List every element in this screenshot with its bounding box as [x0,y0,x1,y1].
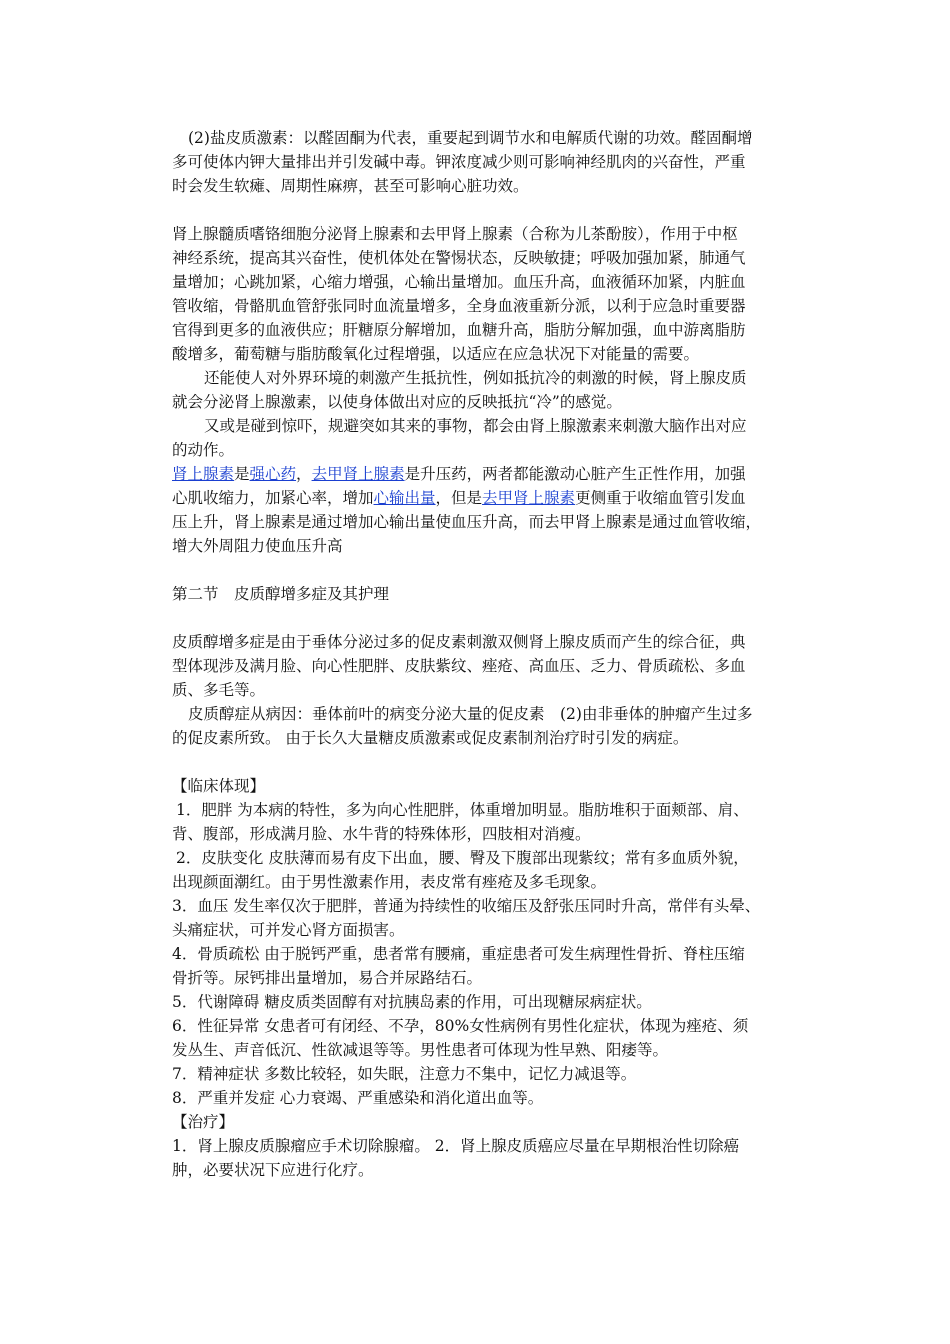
text-line [172,486,812,510]
text-line: 压上升，肾上腺素是通过增加心输出量使血压升高，而去甲肾上腺素是通过血管收缩， [172,513,762,531]
text-line: 质、多毛等。 [172,681,266,699]
list-item: 1．肥胖 为本病的特性，多为向心性肥胖，体重增加明显。脂肪堆积于面颊部、肩、 [176,801,749,819]
list-item: 8．严重并发症 心力衰竭、严重感染和消化道出血等。 [172,1089,544,1107]
text-line: 的动作。 [172,441,235,459]
text-line: 管收缩，骨骼肌血管舒张同时血流量增多，全身血液重新分派，以利于应急时重要器 [172,297,746,315]
paragraph-mineralocorticoid [172,126,812,198]
text-line: 时会发生软瘫、周期性麻痹，甚至可影响心脏功效。 [172,177,529,195]
text-span: ，但是 [435,489,483,507]
text-line: 肾上腺髓质嗜铬细胞分泌肾上腺素和去甲肾上腺素（合称为儿茶酚胺），作用于中枢 [172,225,738,243]
text-line: 官得到更多的血液供应；肝糖原分解增加，血糖升高，脂肪分解加强，血中游离脂肪 [172,321,746,339]
text-line: 神经系统，提高其兴奋性，使机体处在警惕状态，反映敏捷；呼吸加强加紧，肺通气 [172,249,746,267]
clinical-list [172,798,812,1110]
list-item: 1．肾上腺皮质腺瘤应手术切除腺瘤。 2．肾上腺皮质癌应尽量在早期根治性切除癌 [172,1137,740,1155]
link-adrenaline[interactable]: 肾上腺素 [172,465,235,483]
list-item: 出现颜面潮红。由于男性激素作用，表皮常有痤疮及多毛现象。 [172,873,607,891]
list-item: 肿，必要状况下应进行化疗。 [172,1161,374,1179]
text-line: 量增加；心跳加紧，心缩力增强，心输出量增加。血压升高，血液循环加紧，内脏血 [172,273,746,291]
text-span: ， [296,465,312,483]
text-line: 还能使人对外界环境的刺激产生抵抗性，例如抵抗冷的刺激的时候，肾上腺皮质 [204,369,747,387]
paragraph-drug-comparison [172,462,812,558]
text-line: 皮质醇症从病因：垂体前叶的病变分泌大量的促皮素 (2)由非垂体的肿瘤产生过多 [188,705,753,723]
list-item: 6．性征异常 女患者可有闭经、不孕，80%女性病例有男性化症状，体现为痤疮、须 [172,1017,749,1035]
text-line [172,462,812,486]
text-span: 是升压药，两者都能激动心脏产生正性作用，加强 [404,465,746,483]
paragraph-cold-resistance [172,366,812,414]
text-line: 的促皮素所致。 由于长久大量糖皮质激素或促皮素制剂治疗时引发的病症。 [172,729,689,747]
paragraph-startle [172,414,812,462]
text-line: 多可使体内钾大量排出并引发碱中毒。钾浓度减少则可影响神经肌肉的兴奋性，严重 [172,153,746,171]
list-item: 背、腹部，形成满月脸、水牛背的特殊体形，四肢相对消瘦。 [172,825,591,843]
text-line: 又或是碰到惊吓，规避突如其来的事物，都会由肾上腺激素来刺激大脑作出对应 [204,417,747,435]
text-line: 皮质醇增多症是由于垂体分泌过多的促皮素刺激双侧肾上腺皮质而产生的综合征，典 [172,633,746,651]
list-item: 5．代谢障碍 糖皮质类固醇有对抗胰岛素的作用，可出现糖尿病症状。 [172,993,652,1011]
list-item: 发丛生、声音低沉、性欲减退等等。男性患者可体现为性早熟、阳痿等。 [172,1041,669,1059]
clinical-heading: 【临床体现】 [172,777,266,795]
text-line: 增大外周阻力使血压升高 [172,537,343,555]
list-item: 4．骨质疏松 由于脱钙严重，患者常有腰痛，重症患者可发生病理性骨折、脊柱压缩 [172,945,745,963]
document-page [172,126,812,1182]
treatment-heading: 【治疗】 [172,1113,235,1131]
link-noradrenaline-2[interactable]: 去甲肾上腺素 [482,489,576,507]
list-item: 3．血压 发生率仅次于肥胖，普通为持续性的收缩压及舒张压同时升高，常伴有头晕、 [172,897,761,915]
paragraph-adrenal-medulla [172,222,812,366]
list-item: 2．皮肤变化 皮肤薄而易有皮下出血，腰、臀及下腹部出现紫纹；常有多血质外貌， [176,849,749,867]
link-cardiac-output[interactable]: 心输出量 [373,489,436,507]
treatment-list [172,1134,812,1182]
text-line: 型体现涉及满月脸、向心性肥胖、皮肤紫纹、痤疮、高血压、乏力、骨质疏松、多血 [172,657,746,675]
text-span: 是 [234,465,250,483]
list-item: 头痛症状，可并发心肾方面损害。 [172,921,405,939]
list-item: 7．精神症状 多数比较轻，如失眠，注意力不集中，记忆力减退等。 [172,1065,637,1083]
text-line: 就会分泌肾上腺激素，以使身体做出对应的反映抵抗“冷”的感觉。 [172,393,622,411]
section-title: 第二节 皮质醇增多症及其护理 [172,585,390,603]
text-line: 酸增多，葡萄糖与脂肪酸氧化过程增强，以适应在应急状况下对能量的需要。 [172,345,700,363]
paragraph-definition [172,630,812,702]
link-noradrenaline[interactable]: 去甲肾上腺素 [311,465,405,483]
paragraph-etiology [172,702,812,750]
list-item: 骨折等。尿钙排出量增加，易合并尿路结石。 [172,969,483,987]
text-span: 心肌收缩力，加紧心率，增加 [172,489,374,507]
text-line: (2)盐皮质激素：以醛固酮为代表，重要起到调节水和电解质代谢的功效。醛固酮增 [188,129,753,147]
text-span: 更侧重于收缩血管引发血 [575,489,746,507]
link-cardiotonic[interactable]: 强心药 [249,465,297,483]
